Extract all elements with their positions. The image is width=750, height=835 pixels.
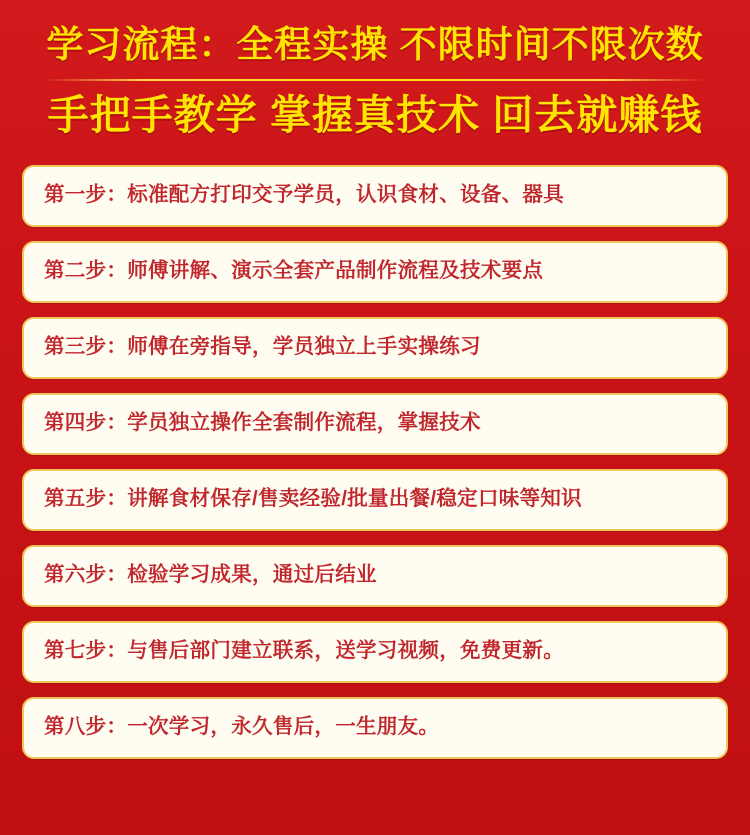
headline-primary: 学习流程：全程实操 不限时间不限次数: [46, 24, 704, 65]
list-item: [22, 241, 728, 303]
list-item: [22, 165, 728, 227]
list-item: [22, 469, 728, 531]
list-item: [22, 697, 728, 759]
step-text: 第五步：讲解食材保存/售卖经验/批量出餐/稳定口味等知识: [44, 487, 582, 511]
step-text: 第二步：师傅讲解、演示全套产品制作流程及技术要点: [44, 259, 544, 283]
step-text: 第三步：师傅在旁指导，学员独立上手实操练习: [44, 335, 481, 359]
step-text: 第六步：检验学习成果，通过后结业: [44, 563, 377, 587]
headline-block: [22, 0, 728, 143]
step-text: 第四步：学员独立操作全套制作流程，掌握技术: [44, 411, 481, 435]
list-item: [22, 545, 728, 607]
steps-list: [22, 165, 728, 759]
step-text: 第八步：一次学习，永久售后，一生朋友。: [44, 715, 440, 739]
headline-secondary: 手把手教学 掌握真技术 回去就赚钱: [47, 92, 703, 139]
list-item: [22, 621, 728, 683]
list-item: [22, 317, 728, 379]
list-item: [22, 393, 728, 455]
step-text: 第一步：标准配方打印交予学员，认识食材、设备、器具: [44, 183, 564, 207]
headline-divider: [45, 79, 705, 81]
step-text: 第七步：与售后部门建立联系，送学习视频，免费更新。: [44, 639, 564, 663]
